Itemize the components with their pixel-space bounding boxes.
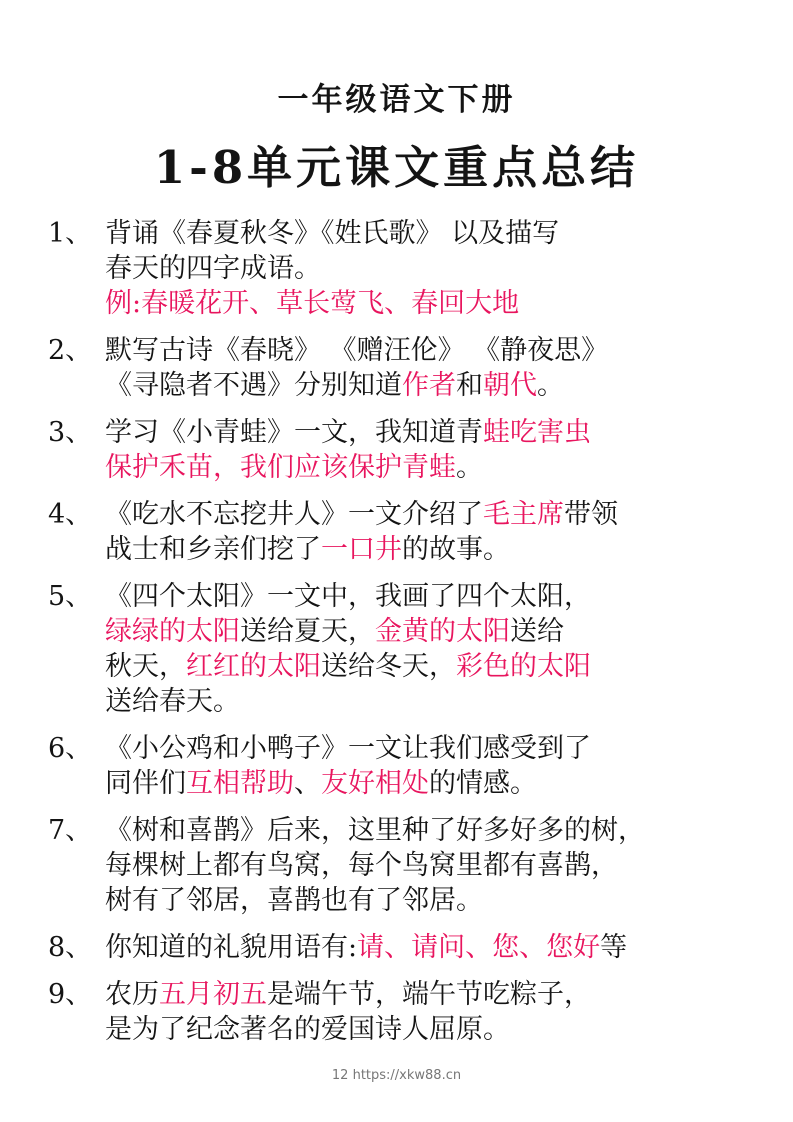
highlight-text: 彩色的太阳 (456, 651, 591, 682)
highlight-text: 友好相处 (321, 768, 429, 799)
body-text: 送给夏天， (240, 616, 375, 647)
page-title: 1-8单元课文重点总结 (153, 141, 640, 194)
item-line (105, 614, 788, 649)
item-line (105, 286, 788, 321)
body-text: 背诵《春夏秋冬》《姓氏歌》 以及描写 (105, 218, 560, 249)
item-line (105, 579, 788, 614)
body-text: 《吃水不忘挖井人》一文介绍了 (105, 499, 483, 530)
list-item (48, 977, 788, 1047)
item-line (105, 731, 788, 766)
summary-list (48, 216, 788, 1059)
item-line (105, 766, 788, 801)
body-text: 《四个太阳》一文中，我画了四个太阳， (105, 581, 591, 612)
body-text: 是端午节，端午节吃粽子， (267, 979, 591, 1010)
item-line (105, 813, 788, 848)
highlight-text: 一口井 (321, 534, 402, 565)
body-text: 、 (294, 768, 321, 799)
item-line (105, 848, 788, 883)
item-line (105, 415, 788, 450)
list-item (48, 731, 788, 801)
highlight-text: 例:春暖花开、草长莺飞、春回大地 (105, 288, 520, 319)
body-text: 农历 (105, 979, 159, 1010)
item-number: 3、 (48, 417, 93, 448)
item-line (105, 883, 788, 918)
body-text: 带领 (564, 499, 618, 530)
body-text: 每棵树上都有鸟窝，每个鸟窝里都有喜鹊， (105, 850, 618, 881)
body-text: 等 (600, 932, 628, 963)
body-text: 你知道的礼貌用语有: (105, 932, 358, 963)
body-text: 送给春天。 (105, 686, 240, 717)
body-text: 学习《小青蛙》一文，我知道青 (105, 417, 483, 448)
body-text: 《寻隐者不遇》分别知道 (105, 370, 402, 401)
body-text: 和 (456, 370, 483, 401)
list-item (48, 333, 788, 403)
body-text: 同伴们 (105, 768, 186, 799)
item-line (105, 532, 788, 567)
body-text: 。 (456, 452, 483, 483)
item-number: 9、 (48, 979, 93, 1010)
item-number: 7、 (48, 815, 93, 846)
item-number: 1、 (48, 218, 93, 249)
body-text: 《小公鸡和小鸭子》一文让我们感受到了 (105, 733, 591, 764)
highlight-text: 蛙吃害虫 (483, 417, 591, 448)
item-line (105, 684, 788, 719)
item-number: 5、 (48, 581, 93, 612)
page-subtitle: 一年级语文下册 (277, 82, 516, 118)
list-item (48, 497, 788, 567)
body-text: 树有了邻居，喜鹊也有了邻居。 (105, 885, 483, 916)
item-line (105, 930, 788, 965)
body-text: 春天的四字成语。 (105, 253, 321, 284)
highlight-text: 请、请问、您、您好 (357, 932, 601, 963)
highlight-text: 保护禾苗，我们应该保护青蛙 (105, 452, 456, 483)
list-item (48, 813, 788, 918)
body-text: 的故事。 (402, 534, 510, 565)
highlight-text: 五月初五 (159, 979, 267, 1010)
list-item (48, 579, 788, 719)
body-text: 战士和乡亲们挖了 (105, 534, 321, 565)
highlight-text: 金黄的太阳 (375, 616, 510, 647)
body-text: 是为了纪念著名的爱国诗人屈原。 (105, 1014, 510, 1045)
highlight-text: 红红的太阳 (186, 651, 321, 682)
item-number: 4、 (48, 499, 93, 530)
item-line (105, 216, 788, 251)
item-number: 2、 (48, 335, 93, 366)
body-text: 的情感。 (429, 768, 537, 799)
list-item (48, 216, 788, 321)
item-line (105, 368, 788, 403)
item-line (105, 497, 788, 532)
item-line (105, 1012, 788, 1047)
item-line (105, 450, 788, 485)
highlight-text: 互相帮助 (186, 768, 294, 799)
list-item (48, 930, 788, 965)
body-text: 。 (537, 370, 564, 401)
item-number: 6、 (48, 733, 93, 764)
highlight-text: 朝代 (483, 370, 537, 401)
item-number: 8、 (48, 932, 93, 963)
body-text: 默写古诗《春晓》 《赠汪伦》 《静夜思》 (105, 335, 609, 366)
item-line (105, 251, 788, 286)
body-text: 《树和喜鹊》后来，这里种了好多好多的树， (105, 815, 645, 846)
highlight-text: 作者 (402, 370, 456, 401)
highlight-text: 毛主席 (483, 499, 564, 530)
body-text: 秋天， (105, 651, 186, 682)
body-text: 送给 (510, 616, 564, 647)
highlight-text: 绿绿的太阳 (105, 616, 240, 647)
page-footer: 12 https://xkw88.cn (331, 1068, 462, 1083)
list-item (48, 415, 788, 485)
item-line (105, 333, 788, 368)
item-line (105, 649, 788, 684)
item-line (105, 977, 788, 1012)
body-text: 送给冬天， (321, 651, 456, 682)
